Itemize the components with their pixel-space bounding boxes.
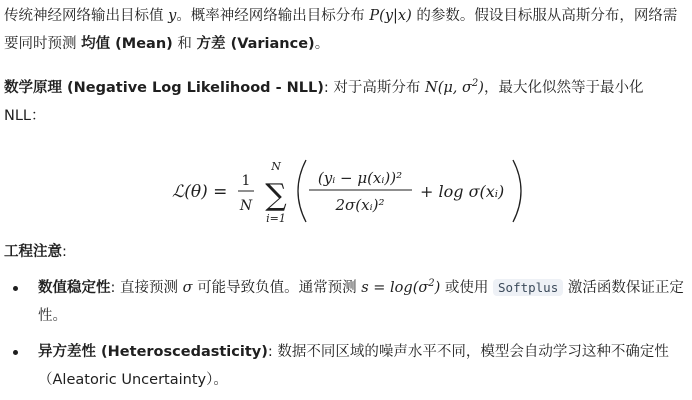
- formula-sum-upper: N: [271, 160, 281, 173]
- engineering-heading-label: 工程注意: [4, 244, 62, 260]
- math-gaussian: [425, 80, 484, 96]
- code-softplus: Softplus: [493, 279, 563, 296]
- formula-inner-numerator: (yᵢ − μ(xᵢ))²: [317, 169, 403, 187]
- intro-text-2: 。概率神经网络输出目标分布: [176, 8, 370, 24]
- intro-paragraph: [4, 2, 688, 58]
- formula-tail: + log σ(xᵢ): [420, 182, 505, 201]
- bold-mean: 均值 (Mean): [81, 36, 173, 52]
- math-log-variance-exponent: 2: [428, 278, 435, 289]
- list-item-numerical-stability: [0, 274, 684, 330]
- intro-text-and: 和: [172, 36, 197, 52]
- math-gaussian-exponent: 2: [471, 78, 479, 89]
- principle-paragraph: [4, 74, 688, 130]
- intro-text-3: 的参数。假设目标服从高斯分布，网络需要同时预测: [4, 8, 678, 52]
- intro-text-end: 。: [314, 36, 330, 52]
- bullet-dot: [13, 286, 18, 291]
- math-log-variance-base: s = log(σ: [361, 280, 429, 296]
- math-target-y: y: [168, 8, 177, 24]
- bullet-1-text-3: 或使用: [440, 280, 494, 296]
- formula-left-paren: [298, 160, 306, 222]
- bullet-1-text-2: 可能导致负值。通常预测: [192, 280, 362, 296]
- formula-sum-lower: i=1: [266, 212, 286, 225]
- formula-lhs: ℒ(θ) =: [172, 182, 228, 202]
- bullet-1-text-4: 激活函数保证正定性。: [38, 280, 684, 324]
- bold-variance: 方差 (Variance): [196, 36, 315, 52]
- formula-right-paren: [513, 160, 521, 222]
- engineering-notes-list: [0, 274, 692, 394]
- list-item-heteroscedasticity: [0, 338, 684, 394]
- principle-text-1: : 对于高斯分布: [323, 80, 426, 96]
- bullet-dot: [13, 350, 18, 355]
- intro-text-1: 传统神经网络输出目标值: [4, 8, 169, 24]
- bullet-2-text-1: : 数据不同区域的噪声水平不同，模型会自动学习这种不确定性（Aleatoric Uncertainty）。: [38, 344, 669, 388]
- engineering-heading: [4, 238, 688, 266]
- bullet-2-title: 异方差性 (Heteroscedasticity): [38, 344, 268, 360]
- formula-inner-denominator: 2σ(xᵢ)²: [335, 196, 385, 214]
- math-log-variance-close: ): [434, 280, 441, 296]
- bullet-1-title: 数值稳定性: [38, 280, 111, 296]
- math-gaussian-base: N(μ, σ: [425, 80, 472, 96]
- formula-frac-numerator: 1: [241, 173, 251, 189]
- nll-formula: [0, 150, 692, 232]
- math-log-variance: [361, 280, 440, 296]
- bullet-1-text-1: : 直接预测: [110, 280, 183, 296]
- formula-sum-sign: ∑: [265, 178, 287, 213]
- math-conditional-distribution: P(y|x): [369, 8, 412, 24]
- engineering-heading-colon: :: [62, 244, 67, 260]
- formula-frac-denominator: N: [239, 198, 253, 214]
- math-sigma: σ: [182, 280, 193, 296]
- principle-text-2: ，最大化似然等于最小化 NLL：: [4, 80, 644, 124]
- principle-label: 数学原理 (Negative Log Likelihood - NLL): [4, 80, 324, 96]
- math-gaussian-close: ): [478, 80, 484, 96]
